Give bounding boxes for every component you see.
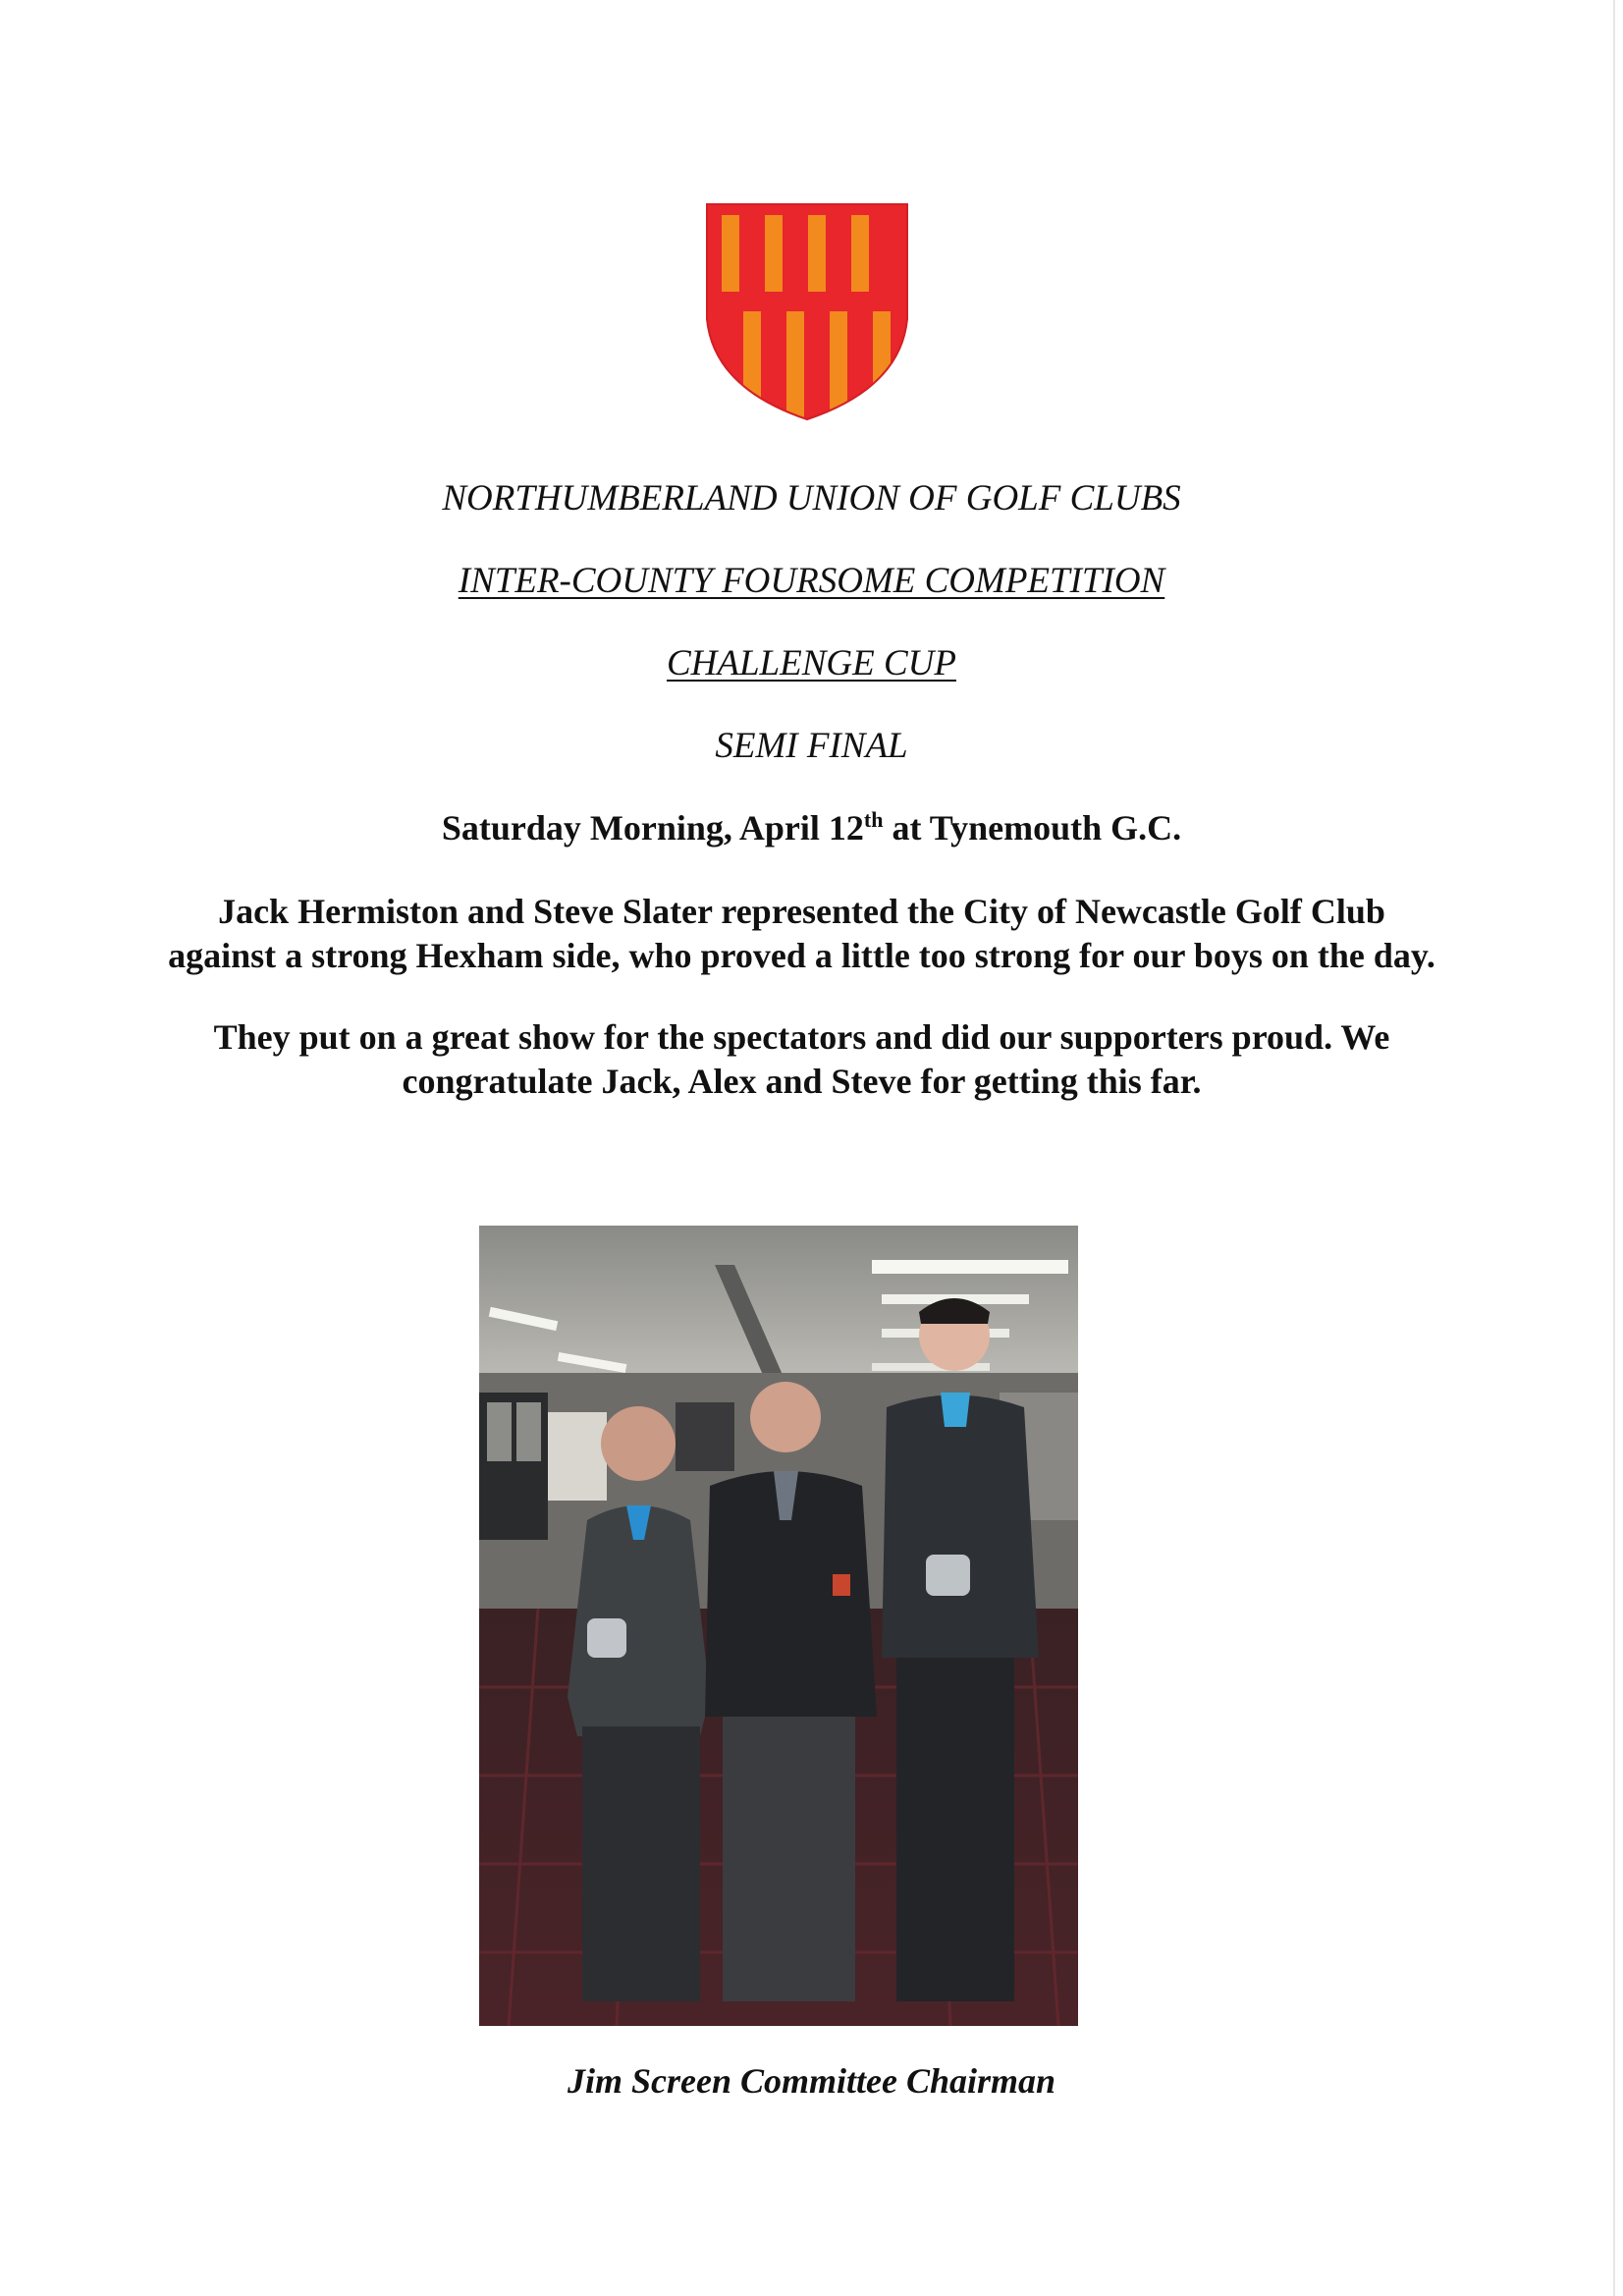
paragraph-line: congratulate Jack, Alex and Steve for getting this far.: [402, 1062, 1202, 1101]
event-date: Saturday Morning, April 12: [441, 808, 864, 847]
paragraph-congratulations: [59, 1015, 1544, 1104]
event-date-ordinal: th: [863, 807, 884, 832]
competition-title: INTER-COUNTY FOURSOME COMPETITION: [458, 561, 1165, 601]
group-photo: [479, 1226, 1078, 2026]
paragraph-line: They put on a great show for the spectators and did our supporters proud. We: [213, 1017, 1390, 1057]
round-title: SEMI FINAL: [715, 726, 908, 766]
photo-caption: Jim Screen Committee Chairman: [567, 2061, 1056, 2101]
organization-title: NORTHUMBERLAND UNION OF GOLF CLUBS: [442, 478, 1181, 519]
competition-title-wrap: [0, 560, 1623, 602]
paragraph-line: against a strong Hexham side, who proved a little too strong for our boys on the day.: [168, 936, 1435, 975]
page-edge: [1613, 0, 1615, 2296]
event-venue: at Tynemouth G.C.: [883, 808, 1182, 847]
event-line: [0, 807, 1623, 848]
shield-crest-icon: [704, 201, 910, 422]
cup-title-wrap: [0, 642, 1623, 684]
cup-title: CHALLENGE CUP: [666, 643, 956, 683]
paragraph-line: Jack Hermiston and Steve Slater represented the City of Newcastle Golf Club: [218, 892, 1385, 931]
paragraph-match-report: [59, 890, 1544, 978]
